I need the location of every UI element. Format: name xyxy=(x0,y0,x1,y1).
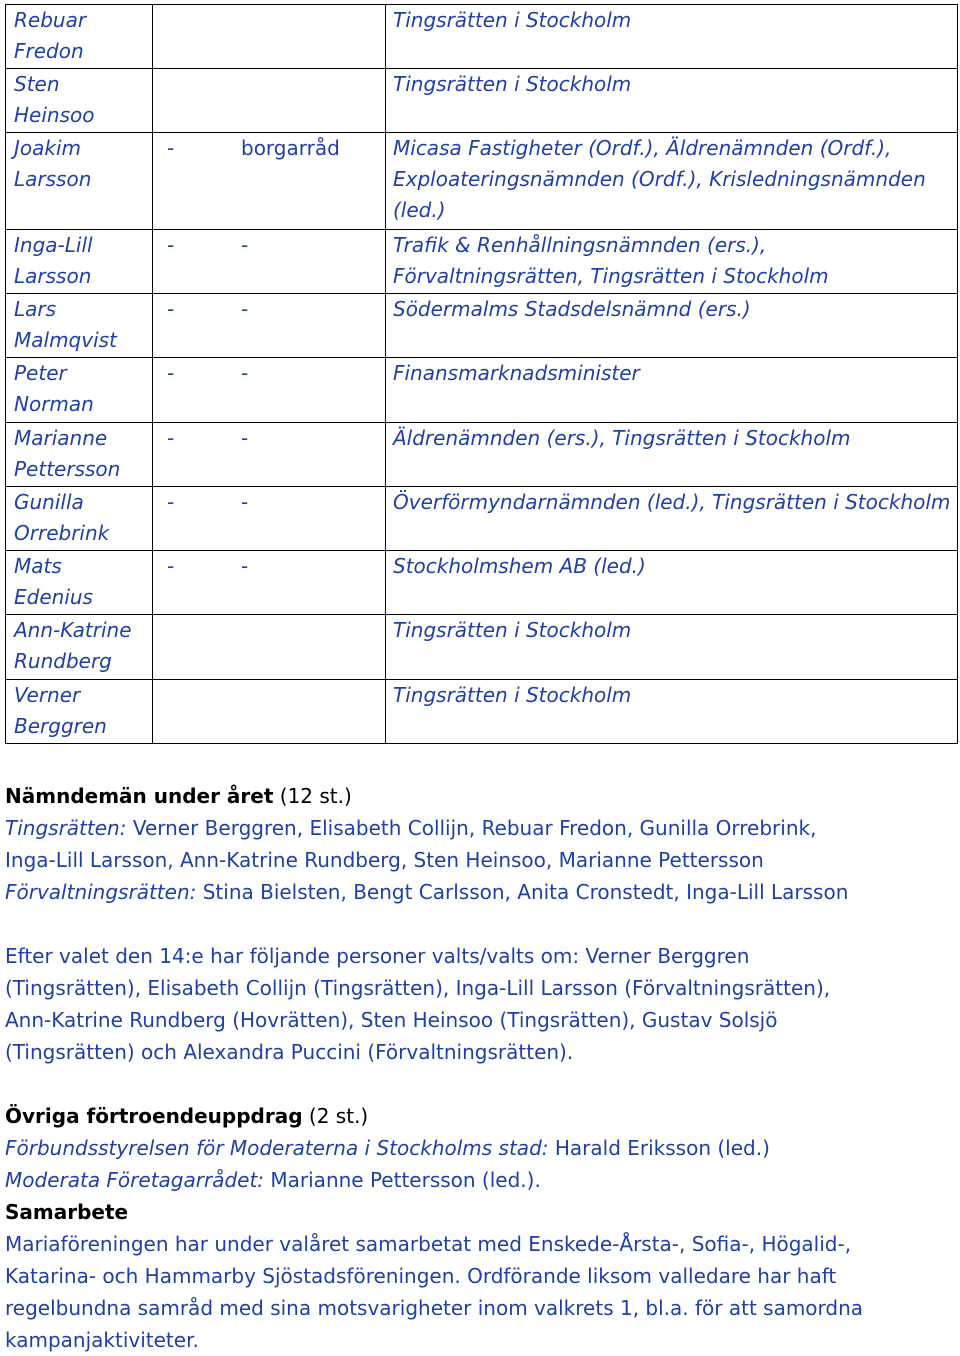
member-name-cell xyxy=(6,680,153,744)
ovriga-item-2-value: Marianne Pettersson (led.). xyxy=(270,1168,541,1192)
table-row xyxy=(6,680,958,744)
roster-body xyxy=(6,5,958,744)
member-last-name: Heinsoo xyxy=(14,103,95,127)
namndeman-count: (12 st.) xyxy=(279,784,352,808)
role-dash-2: - xyxy=(241,233,249,257)
member-assignments-cell: Södermalms Stadsdelsnämnd (ers.) xyxy=(386,294,958,358)
table-row xyxy=(6,423,958,487)
member-first-name: Marianne xyxy=(14,426,108,450)
namndeman-heading-line xyxy=(5,780,955,812)
ovriga-count: (2 st.) xyxy=(308,1104,369,1128)
table-row xyxy=(6,551,958,615)
tingsratten-line xyxy=(5,812,955,844)
table-row xyxy=(6,358,958,423)
role-dash-1: - xyxy=(167,297,175,321)
valet-line-1: Efter valet den 14:e har följande personer valts/valts om: Verner Berggren xyxy=(5,944,750,968)
member-first-name: Lars xyxy=(14,297,57,321)
member-role-cell xyxy=(153,230,386,294)
member-last-name: Pettersson xyxy=(14,457,121,481)
member-name-cell xyxy=(6,133,153,230)
member-assignments-cell: Överförmyndarnämnden (led.), Tingsrätten i Stockholm xyxy=(386,487,958,551)
member-name-cell xyxy=(6,230,153,294)
member-assignments-cell: Äldrenämnden (ers.), Tingsrätten i Stockholm xyxy=(386,423,958,487)
member-assignments-cell: Micasa Fastigheter (Ordf.), Äldrenämnden (Ordf.), Exploateringsnämnden (Ordf.), Krisledningsnämnden (led.) xyxy=(386,133,958,230)
member-last-name: Norman xyxy=(14,392,94,416)
member-first-name: Ann-Katrine xyxy=(14,618,132,642)
table-row xyxy=(6,69,958,133)
table-row xyxy=(6,487,958,551)
valet-line-4: (Tingsrätten) och Alexandra Puccini (Förvaltningsrätten). xyxy=(5,1040,574,1064)
member-role-cell xyxy=(153,294,386,358)
table-row xyxy=(6,615,958,680)
member-name-cell xyxy=(6,551,153,615)
ovriga-item-1-value: Harald Eriksson (led.) xyxy=(554,1136,770,1160)
member-assignments-cell: Tingsrätten i Stockholm xyxy=(386,615,958,680)
samarbete-line-2: Katarina- och Hammarby Sjöstadsföreningen. Ordförande liksom valledare har haft xyxy=(5,1264,837,1288)
role-dash-1: - xyxy=(167,554,175,578)
member-name-cell xyxy=(6,5,153,69)
member-first-name: Rebuar xyxy=(14,8,87,32)
member-role-cell xyxy=(153,487,386,551)
forvaltningsratten-line xyxy=(5,876,955,908)
member-last-name: Edenius xyxy=(14,585,93,609)
spacer xyxy=(5,908,955,940)
valet-line-3: Ann-Katrine Rundberg (Hovrätten), Sten Heinsoo (Tingsrätten), Gustav Solsjö xyxy=(5,1008,778,1032)
member-last-name: Larsson xyxy=(14,167,92,191)
member-role-cell xyxy=(153,358,386,423)
role-dash-2: - xyxy=(241,361,249,385)
role-dash-1: - xyxy=(167,136,175,160)
member-first-name: Gunilla xyxy=(14,490,84,514)
member-role-cell xyxy=(153,551,386,615)
role-dash-2: - xyxy=(241,426,249,450)
member-assignments-cell: Tingsrätten i Stockholm xyxy=(386,69,958,133)
member-name-cell xyxy=(6,294,153,358)
role-title: borgarråd xyxy=(241,136,340,160)
member-assignments-cell: Tingsrätten i Stockholm xyxy=(386,680,958,744)
member-name-cell xyxy=(6,487,153,551)
member-name-cell xyxy=(6,69,153,133)
member-last-name: Berggren xyxy=(14,714,107,738)
member-first-name: Joakim xyxy=(14,136,82,160)
valet-line-2: (Tingsrätten), Elisabeth Collijn (Tingsrätten), Inga-Lill Larsson (Förvaltningsrätten), xyxy=(5,976,831,1000)
member-role-cell xyxy=(153,423,386,487)
table-row xyxy=(6,133,958,230)
member-last-name: Rundberg xyxy=(14,649,112,673)
member-name-cell xyxy=(6,358,153,423)
samarbete-heading: Samarbete xyxy=(5,1200,129,1224)
member-last-name: Fredon xyxy=(14,39,84,63)
member-first-name: Peter xyxy=(14,361,67,385)
member-role-cell xyxy=(153,680,386,744)
forvaltningsratten-label: Förvaltningsrätten: xyxy=(5,880,197,904)
ovriga-item-1-label: Förbundsstyrelsen för Moderaterna i Stockholms stad: xyxy=(5,1136,549,1160)
ovriga-heading: Övriga förtroendeuppdrag xyxy=(5,1104,303,1128)
role-dash-2: - xyxy=(241,490,249,514)
role-dash-2: - xyxy=(241,554,249,578)
member-role-cell xyxy=(153,69,386,133)
member-first-name: Inga-Lill xyxy=(14,233,93,257)
roster-table xyxy=(5,4,958,744)
tingsratten-names: Verner Berggren, Elisabeth Collijn, Rebuar Fredon, Gunilla Orrebrink, xyxy=(132,816,817,840)
table-row xyxy=(6,294,958,358)
member-name-cell xyxy=(6,423,153,487)
member-role-cell xyxy=(153,615,386,680)
samarbete-line-4: kampanjaktiviteter. xyxy=(5,1328,199,1352)
body-text xyxy=(5,780,955,1356)
namndeman-heading: Nämndemän under året xyxy=(5,784,274,808)
table-row xyxy=(6,230,958,294)
tingsratten-line-2: Inga-Lill Larsson, Ann-Katrine Rundberg, Sten Heinsoo, Marianne Pettersson xyxy=(5,848,764,872)
ovriga-item-1 xyxy=(5,1132,955,1164)
member-first-name: Verner xyxy=(14,683,81,707)
member-first-name: Sten xyxy=(14,72,60,96)
member-first-name: Mats xyxy=(14,554,62,578)
tingsratten-label: Tingsrätten: xyxy=(5,816,127,840)
role-dash-1: - xyxy=(167,426,175,450)
member-name-cell xyxy=(6,615,153,680)
member-last-name: Malmqvist xyxy=(14,328,117,352)
role-dash-1: - xyxy=(167,490,175,514)
ovriga-item-2 xyxy=(5,1164,955,1196)
spacer xyxy=(5,1068,955,1100)
forvaltningsratten-names: Stina Bielsten, Bengt Carlsson, Anita Cronstedt, Inga-Lill Larsson xyxy=(202,880,849,904)
samarbete-line-1: Mariaföreningen har under valåret samarbetat med Enskede-Årsta-, Sofia-, Högalid-, xyxy=(5,1232,852,1256)
member-assignments-cell: Finansmarknadsminister xyxy=(386,358,958,423)
member-role-cell xyxy=(153,133,386,230)
samarbete-line-3: regelbundna samråd med sina motsvarigheter inom valkrets 1, bl.a. för att samordna xyxy=(5,1296,864,1320)
role-dash-1: - xyxy=(167,233,175,257)
ovriga-item-2-label: Moderata Företagarrådet: xyxy=(5,1168,265,1192)
member-role-cell xyxy=(153,5,386,69)
member-last-name: Orrebrink xyxy=(14,521,110,545)
member-assignments-cell: Trafik & Renhållningsnämnden (ers.), Förvaltningsrätten, Tingsrätten i Stockholm xyxy=(386,230,958,294)
role-dash-1: - xyxy=(167,361,175,385)
ovriga-heading-line xyxy=(5,1100,955,1132)
member-assignments-cell: Tingsrätten i Stockholm xyxy=(386,5,958,69)
member-assignments-cell: Stockholmshem AB (led.) xyxy=(386,551,958,615)
role-dash-2: - xyxy=(241,297,249,321)
member-last-name: Larsson xyxy=(14,264,92,288)
table-row xyxy=(6,5,958,69)
